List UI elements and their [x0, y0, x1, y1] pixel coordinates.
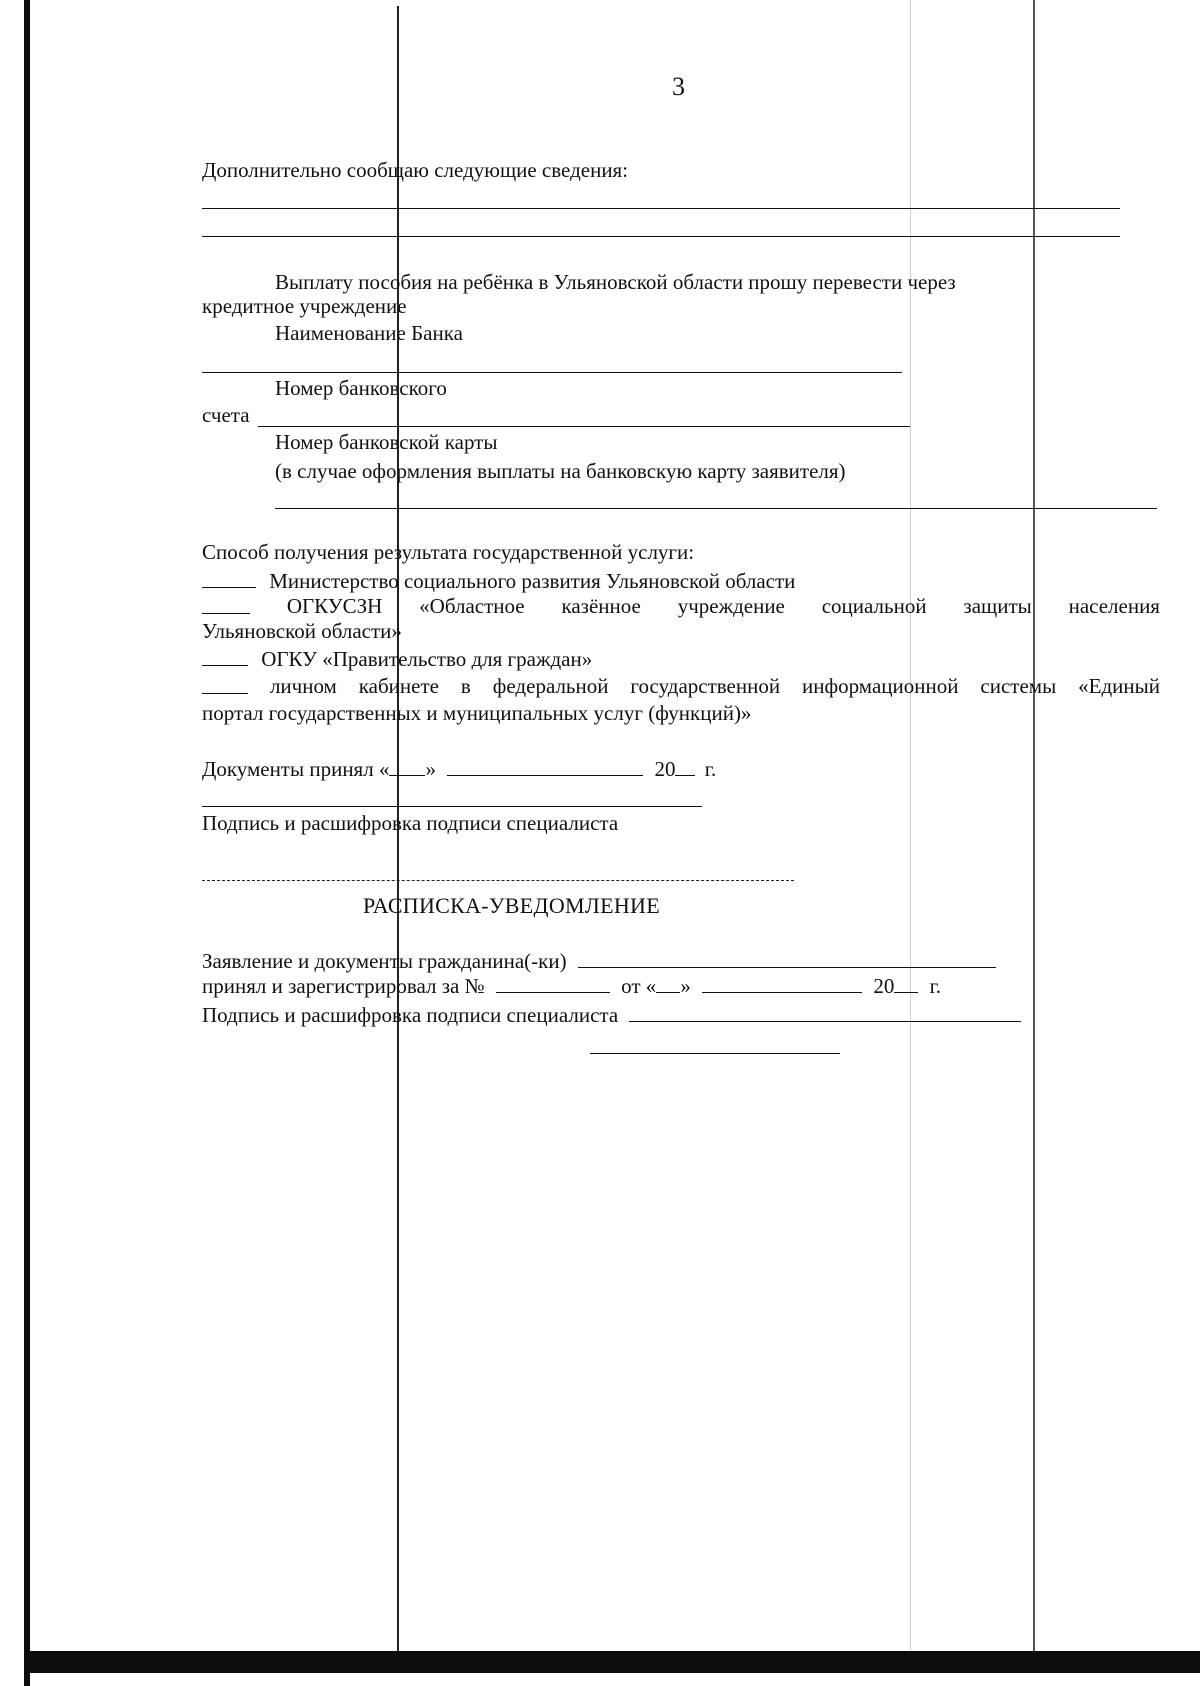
option-portal [202, 676, 1160, 697]
bank-name-label: Наименование Банка [275, 321, 463, 345]
option-portal-word: кабинете [358, 674, 439, 698]
receipt-month-field [702, 975, 862, 993]
scan-fold-line-right [1033, 0, 1035, 1656]
receipt-registration-label: принял и зарегистрировал за № [202, 974, 485, 998]
receipt-title: РАСПИСКА-УВЕДОМЛЕНИЕ [363, 893, 660, 918]
option-ogkuszn-word: социальной [821, 594, 927, 618]
registration-number-field [496, 975, 610, 993]
additional-info-label: Дополнительно сообщаю следующие сведения: [202, 158, 629, 182]
option-ministry-label: Министерство социального развития Ульяновской области [269, 569, 796, 593]
option-ogkuszn-checkbox-blank [202, 596, 250, 614]
option-ministry-checkbox-blank [202, 570, 256, 588]
specialist-signature-label: Подпись и расшифровка подписи специалиста [202, 811, 619, 835]
option-ogkuszn-line-2: Ульяновской области» [202, 619, 402, 643]
receipt-applicant-label: Заявление и документы гражданина(-ки) [202, 949, 567, 973]
option-portal-word: в [460, 674, 471, 698]
bank-name-field [202, 372, 902, 373]
accepted-day-field [389, 758, 425, 776]
specialist-signature-field [202, 806, 702, 807]
page-number: 3 [672, 72, 685, 101]
card-number-label: Номер банковской карты [275, 430, 498, 454]
option-ogkuszn-word: учреждение [677, 594, 785, 618]
option-portal-word: федеральной [492, 674, 609, 698]
cut-line [202, 880, 794, 881]
account-label-line-2: счета [202, 403, 250, 427]
account-label-line-1: Номер банковского [275, 376, 447, 400]
option-portal-word: «Единый [1078, 674, 1160, 698]
receipt-line-3 [202, 1004, 1021, 1026]
receipt-line-1 [202, 950, 996, 972]
option-government-label: ОГКУ «Правительство для граждан» [261, 647, 593, 671]
accepted-year-prefix: 20 [654, 757, 676, 781]
option-portal-word: системы [980, 674, 1057, 698]
receipt-bottom-line [590, 1053, 840, 1054]
receipt-signature-label: Подпись и расшифровка подписи специалиста [202, 1003, 619, 1027]
receipt-signature-field [629, 1004, 1021, 1022]
option-portal-word: информационной [802, 674, 959, 698]
accepted-month-field [447, 758, 643, 776]
additional-info-line-1 [202, 208, 1120, 209]
option-portal-checkbox-blank [202, 676, 248, 694]
option-portal-word: государственной [630, 674, 781, 698]
accepted-quote-close: » [425, 757, 436, 781]
receipt-year-prefix: 20 [873, 974, 895, 998]
card-number-field [275, 508, 1157, 509]
accepted-year-suffix: г. [704, 757, 717, 781]
receipt-from-label: от « [621, 974, 657, 998]
option-ministry [202, 570, 795, 592]
scan-fold-line-faint [910, 0, 911, 1656]
option-portal-word: личном [269, 674, 337, 698]
option-ogkuszn [202, 596, 1160, 617]
accepted-year-field [675, 758, 695, 776]
option-ogkuszn-word: «Областное [419, 594, 525, 618]
documents-accepted-line [202, 758, 716, 780]
applicant-name-field [578, 950, 996, 968]
scan-left-edge [24, 0, 30, 1686]
additional-info-line-2 [202, 236, 1120, 237]
documents-accepted-label: Документы принял « [202, 757, 390, 781]
option-ogkuszn-word: населения [1068, 594, 1160, 618]
option-government [202, 648, 592, 670]
payment-request-line-1: Выплату пособия на ребёнка в Ульяновской области прошу перевести через [275, 270, 956, 294]
option-ogkuszn-word: защиты [963, 594, 1032, 618]
card-number-note: (в случае оформления выплаты на банковскую карту заявителя) [275, 459, 846, 483]
option-ogkuszn-word: ОГКУСЗН [286, 594, 383, 618]
receipt-day-field [656, 975, 680, 993]
scan-bottom-edge [28, 1651, 1200, 1673]
option-ogkuszn-word: казённое [561, 594, 641, 618]
receipt-quote-close: » [680, 974, 691, 998]
payment-request-line-2: кредитное учреждение [202, 294, 407, 318]
option-government-checkbox-blank [202, 648, 248, 666]
receipt-year-field [894, 975, 918, 993]
option-portal-line-2: портал государственных и муниципальных услуг (функций)» [202, 701, 752, 725]
receipt-year-suffix: г. [929, 974, 942, 998]
account-number-field [258, 426, 910, 427]
receipt-line-2 [202, 975, 941, 997]
result-method-heading: Способ получения результата государственной услуги: [202, 540, 695, 564]
